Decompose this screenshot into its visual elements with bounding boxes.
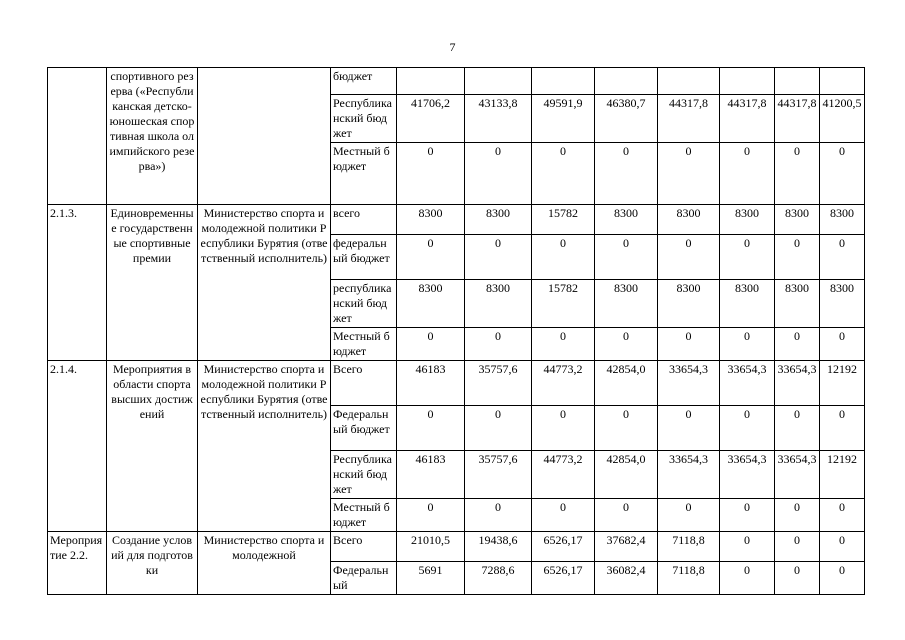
- table-cell: 0: [720, 499, 775, 532]
- table-cell: 49591,9: [532, 95, 595, 143]
- table-cell: 0: [465, 235, 532, 280]
- table-cell: 19438,6: [465, 532, 532, 562]
- table-cell: 0: [775, 328, 820, 361]
- table-cell: 8300: [775, 280, 820, 328]
- table-cell: 35757,6: [465, 361, 532, 406]
- table-cell: Республиканский бюджет: [331, 95, 397, 143]
- table-cell: 0: [658, 143, 720, 205]
- table-cell: 12192: [820, 361, 865, 406]
- table-cell: 37682,4: [595, 532, 658, 562]
- table-cell: 42854,0: [595, 361, 658, 406]
- table-cell: 0: [775, 532, 820, 562]
- table-cell: Министерство спорта и молодежной: [198, 532, 331, 595]
- table-cell: 44317,8: [658, 95, 720, 143]
- table-cell: 0: [775, 499, 820, 532]
- table-cell: 0: [720, 235, 775, 280]
- table-cell: 0: [820, 406, 865, 451]
- table-cell: [465, 68, 532, 95]
- table-cell: [595, 68, 658, 95]
- table-cell: 0: [720, 143, 775, 205]
- budget-table-body: [48, 68, 865, 595]
- table-cell: Единовременные государственные спортивные премии: [107, 205, 198, 361]
- table-cell: 0: [595, 499, 658, 532]
- table-cell: 0: [658, 328, 720, 361]
- table-cell: 0: [465, 328, 532, 361]
- table-cell: Всего: [331, 532, 397, 562]
- table-cell: 0: [465, 143, 532, 205]
- table-cell: Мероприятие 2.2.: [48, 532, 107, 595]
- table-cell: 0: [397, 328, 465, 361]
- table-cell: бюджет: [331, 68, 397, 95]
- table-cell: 0: [820, 562, 865, 595]
- table-cell: 0: [820, 499, 865, 532]
- table-cell: 46183: [397, 361, 465, 406]
- table-cell: Федеральный бюджет: [331, 406, 397, 451]
- table-cell: 0: [532, 328, 595, 361]
- table-cell: 2.1.4.: [48, 361, 107, 532]
- table-cell: Создание условий для подготовки: [107, 532, 198, 595]
- table-cell: 8300: [595, 280, 658, 328]
- table-cell: 0: [775, 235, 820, 280]
- table-cell: [658, 68, 720, 95]
- table-cell: спортивного резерва («Республиканская детско-юношеская спортивная школа олимпийского резерва»): [107, 68, 198, 205]
- table-cell: 42854,0: [595, 451, 658, 499]
- table-cell: республиканский бюджет: [331, 280, 397, 328]
- table-cell: 0: [820, 328, 865, 361]
- table-cell: 0: [658, 406, 720, 451]
- table-cell: 0: [465, 406, 532, 451]
- table-cell: 0: [532, 499, 595, 532]
- table-cell: 0: [820, 143, 865, 205]
- table-cell: [775, 68, 820, 95]
- table-cell: 0: [397, 406, 465, 451]
- table-cell: Министерство спорта и молодежной политики Республики Бурятия (ответственный исполнитель): [198, 361, 331, 532]
- table-cell: 0: [532, 143, 595, 205]
- table-cell: 0: [775, 143, 820, 205]
- budget-table: [47, 67, 865, 595]
- table-cell: 36082,4: [595, 562, 658, 595]
- table-cell: 8300: [465, 280, 532, 328]
- table-cell: 0: [532, 406, 595, 451]
- table-cell: Местный бюджет: [331, 328, 397, 361]
- table-cell: 0: [595, 328, 658, 361]
- table-row: [48, 532, 865, 562]
- table-cell: 0: [775, 406, 820, 451]
- table-cell: 6526,17: [532, 532, 595, 562]
- table-cell: Мероприятия в области спорта высших достижений: [107, 361, 198, 532]
- table-cell: 8300: [658, 205, 720, 235]
- table-cell: всего: [331, 205, 397, 235]
- table-cell: 0: [820, 532, 865, 562]
- table-cell: федеральный бюджет: [331, 235, 397, 280]
- table-cell: 33654,3: [658, 451, 720, 499]
- table-cell: 0: [720, 532, 775, 562]
- table-cell: 0: [397, 235, 465, 280]
- table-cell: 44317,8: [720, 95, 775, 143]
- table-cell: 0: [465, 499, 532, 532]
- table-cell: Местный бюджет: [331, 143, 397, 205]
- table-cell: Министерство спорта и молодежной политики Республики Бурятия (ответственный исполнитель): [198, 205, 331, 361]
- table-cell: Республиканский бюджет: [331, 451, 397, 499]
- table-cell: Всего: [331, 361, 397, 406]
- table-cell: [820, 68, 865, 95]
- table-cell: [720, 68, 775, 95]
- table-cell: 0: [397, 143, 465, 205]
- table-cell: 0: [658, 499, 720, 532]
- table-cell: 35757,6: [465, 451, 532, 499]
- table-cell: 8300: [820, 205, 865, 235]
- table-cell: 46380,7: [595, 95, 658, 143]
- table-cell: 0: [595, 143, 658, 205]
- table-cell: 0: [720, 328, 775, 361]
- table-cell: 41706,2: [397, 95, 465, 143]
- table-cell: 44773,2: [532, 361, 595, 406]
- table-cell: 43133,8: [465, 95, 532, 143]
- table-cell: 8300: [595, 205, 658, 235]
- table-cell: 44317,8: [775, 95, 820, 143]
- table-cell: 8300: [820, 280, 865, 328]
- table-cell: 7118,8: [658, 532, 720, 562]
- table-cell: 0: [658, 235, 720, 280]
- table-row: [48, 205, 865, 235]
- table-cell: 8300: [397, 205, 465, 235]
- table-cell: 8300: [397, 280, 465, 328]
- table-cell: 33654,3: [720, 451, 775, 499]
- table-cell: 0: [820, 235, 865, 280]
- page-number: 7: [449, 40, 456, 54]
- table-cell: 5691: [397, 562, 465, 595]
- table-cell: 12192: [820, 451, 865, 499]
- table-cell: 8300: [720, 205, 775, 235]
- table-cell: 2.1.3.: [48, 205, 107, 361]
- table-cell: 0: [775, 562, 820, 595]
- table-cell: 8300: [720, 280, 775, 328]
- table-cell: 33654,3: [775, 451, 820, 499]
- table-cell: 0: [720, 562, 775, 595]
- table-cell: 7118,8: [658, 562, 720, 595]
- table-cell: 15782: [532, 205, 595, 235]
- table-cell: [48, 68, 107, 205]
- table-cell: 15782: [532, 280, 595, 328]
- table-cell: 33654,3: [775, 361, 820, 406]
- table-cell: 8300: [658, 280, 720, 328]
- table-cell: 8300: [775, 205, 820, 235]
- table-cell: [532, 68, 595, 95]
- table-cell: 21010,5: [397, 532, 465, 562]
- table-cell: Федеральный: [331, 562, 397, 595]
- table-row: [48, 68, 865, 95]
- table-cell: 6526,17: [532, 562, 595, 595]
- table-cell: 41200,5: [820, 95, 865, 143]
- table-cell: 0: [397, 499, 465, 532]
- table-cell: 7288,6: [465, 562, 532, 595]
- table-cell: 0: [720, 406, 775, 451]
- table-cell: 33654,3: [720, 361, 775, 406]
- table-cell: 46183: [397, 451, 465, 499]
- table-cell: 44773,2: [532, 451, 595, 499]
- table-cell: 8300: [465, 205, 532, 235]
- table-cell: 33654,3: [658, 361, 720, 406]
- table-cell: [397, 68, 465, 95]
- table-cell: 0: [595, 406, 658, 451]
- table-cell: Местный бюджет: [331, 499, 397, 532]
- table-cell: 0: [532, 235, 595, 280]
- table-cell: 0: [595, 235, 658, 280]
- table-cell: [198, 68, 331, 205]
- table-row: [48, 361, 865, 406]
